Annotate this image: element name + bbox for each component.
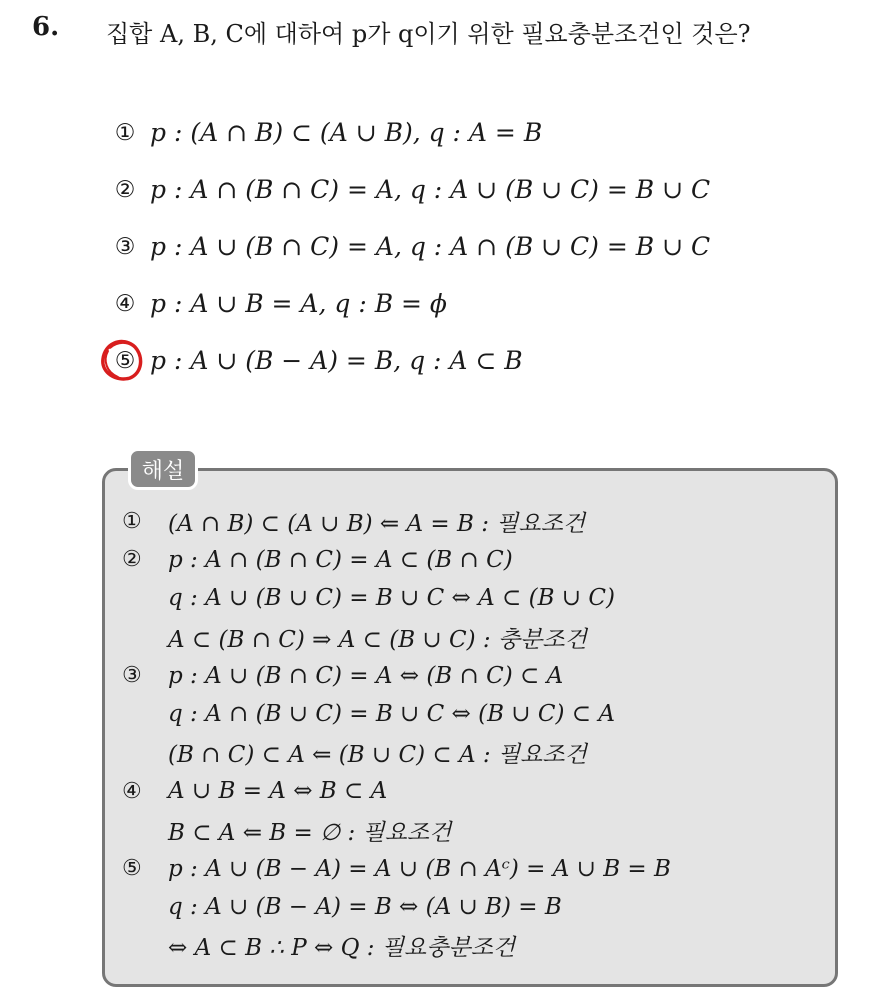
solution-lines bbox=[122, 502, 671, 965]
solution-text: q : A ∩ (B ∪ C) = B ∪ C ⇔ (B ∪ C) ⊂ A bbox=[168, 701, 615, 728]
choice-3[interactable] bbox=[112, 218, 710, 275]
choice-number: ③ bbox=[114, 233, 136, 260]
solution-line bbox=[122, 811, 671, 850]
choice-number: ② bbox=[114, 176, 136, 203]
solution-number: ④ bbox=[122, 778, 142, 804]
solution-line bbox=[122, 734, 671, 773]
choice-2[interactable] bbox=[112, 161, 710, 218]
solution-line bbox=[122, 888, 671, 927]
solution-text: B ⊂ A ⇐ B = ∅ : 필요조건 bbox=[168, 819, 452, 846]
choice-text: p : A ∪ (B − A) = B, q : A ⊂ B bbox=[150, 346, 523, 375]
solution-text: (B ∩ C) ⊂ A ⇐ (B ∪ C) ⊂ A : 필요조건 bbox=[168, 742, 587, 769]
solution-line bbox=[122, 579, 671, 618]
solution-text: A ∪ B = A ⇔ B ⊂ A bbox=[168, 778, 388, 805]
solution-line bbox=[122, 772, 671, 811]
choice-text: p : (A ∩ B) ⊂ (A ∪ B), q : A = B bbox=[150, 118, 543, 147]
solution-tag: 해설 bbox=[128, 448, 198, 490]
solution-line bbox=[122, 502, 671, 541]
choice-5[interactable] bbox=[112, 332, 710, 389]
question-number: 6. bbox=[32, 12, 60, 42]
choice-text: p : A ∪ B = A, q : B = ϕ bbox=[150, 289, 447, 318]
solution-line bbox=[122, 541, 671, 580]
choice-4[interactable] bbox=[112, 275, 710, 332]
solution-text: p : A ∪ (B ∩ C) = A ⇔ (B ∩ C) ⊂ A bbox=[168, 662, 564, 689]
solution-line bbox=[122, 618, 671, 657]
solution-line bbox=[122, 927, 671, 966]
choice-text: p : A ∪ (B ∩ C) = A, q : A ∩ (B ∪ C) = B ∪ C bbox=[150, 232, 711, 261]
solution-text: ⇔ A ⊂ B ∴ P ⇔ Q : 필요충분조건 bbox=[168, 935, 516, 962]
choice-text: p : A ∩ (B ∩ C) = A, q : A ∪ (B ∪ C) = B ∪ C bbox=[150, 175, 711, 204]
solution-text: q : A ∪ (B ∪ C) = B ∪ C ⇔ A ⊂ (B ∪ C) bbox=[168, 585, 615, 612]
solution-text: p : A ∩ (B ∩ C) = A ⊂ (B ∩ C) bbox=[168, 546, 513, 573]
solution-number: ⑤ bbox=[122, 856, 142, 882]
solution-number: ① bbox=[122, 508, 142, 534]
choice-number: ④ bbox=[114, 290, 136, 317]
choice-number: ① bbox=[114, 119, 136, 146]
solution-text: q : A ∪ (B − A) = B ⇔ (A ∪ B) = B bbox=[168, 894, 562, 921]
solution-line bbox=[122, 849, 671, 888]
choice-list bbox=[112, 104, 710, 389]
choice-1[interactable] bbox=[112, 104, 710, 161]
solution-text: (A ∩ B) ⊂ (A ∪ B) ⇐ A = B : 필요조건 bbox=[168, 510, 586, 537]
solution-text: A ⊂ (B ∩ C) ⇒ A ⊂ (B ∪ C) : 충분조건 bbox=[168, 626, 587, 653]
solution-text: p : A ∪ (B − A) = A ∪ (B ∩ Aᶜ) = A ∪ B = B bbox=[168, 855, 671, 882]
choice-number-label: ⑤ bbox=[114, 347, 136, 374]
solution-number: ③ bbox=[122, 663, 142, 689]
solution-number: ② bbox=[122, 547, 142, 573]
solution-line bbox=[122, 656, 671, 695]
choice-number bbox=[112, 348, 138, 374]
question-text: 집합 A, B, C에 대하여 p가 q이기 위한 필요충분조건인 것은? bbox=[106, 20, 751, 48]
solution-line bbox=[122, 695, 671, 734]
